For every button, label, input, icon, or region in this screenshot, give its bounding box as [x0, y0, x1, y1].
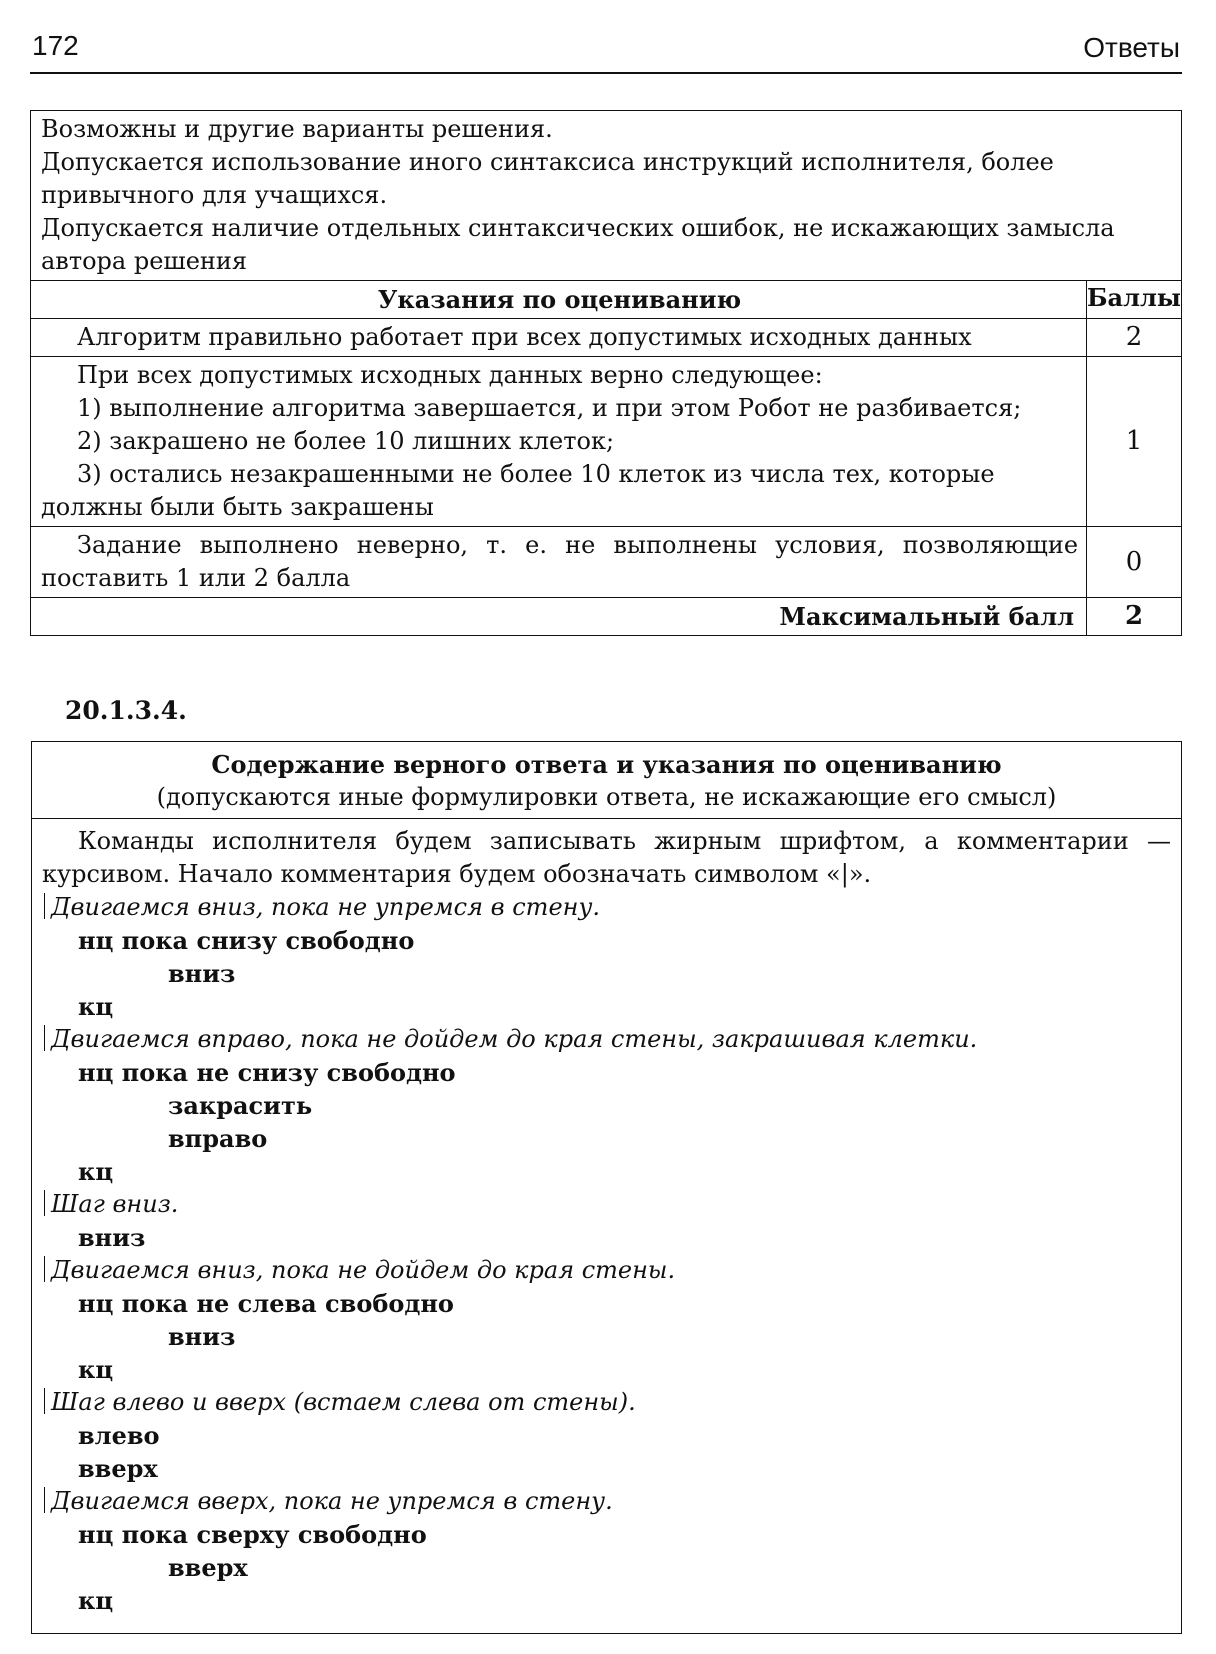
answer-header-title: Содержание верного ответа и указания по оцениванию: [211, 750, 1002, 779]
answer-header-row: [32, 742, 1182, 819]
criteria-line: При всех допустимых исходных данных верно следующее:: [77, 361, 823, 389]
code-line: нц пока не снизу свободно: [78, 1058, 456, 1087]
points-cell: 1: [1087, 357, 1182, 527]
code-line: вниз: [168, 959, 236, 988]
max-score-label: Максимальный балл: [31, 598, 1087, 636]
code-line: закрасить: [168, 1091, 313, 1120]
section-title: Ответы: [1083, 32, 1180, 63]
comment-line: [42, 1023, 1171, 1056]
code-line: кц: [78, 1586, 114, 1615]
comment-text: Шаг влево и вверх (встаем слева от стены).: [51, 1388, 636, 1416]
code-line: кц: [78, 992, 114, 1021]
comment-bar: [44, 1025, 45, 1051]
table-row: [31, 319, 1182, 357]
note-line: Допускается наличие отдельных синтаксических ошибок, не искажающих замысла автора решения: [41, 214, 1115, 275]
comment-line: [42, 1386, 1171, 1419]
comment-bar: [44, 1190, 45, 1216]
comment-text: Двигаемся вниз, пока не дойдем до края стены.: [51, 1256, 676, 1284]
criteria-line: 2) закрашено не более 10 лишних клеток;: [77, 427, 615, 455]
comment-text: Двигаемся вверх, пока не упремся в стену.: [51, 1487, 613, 1515]
code-line: кц: [78, 1157, 114, 1186]
comment-bar: [44, 1487, 45, 1513]
comment-bar: [44, 1388, 45, 1414]
code-line: вниз: [168, 1322, 236, 1351]
points-cell: 2: [1087, 319, 1182, 357]
criteria-cell: [31, 319, 1087, 357]
criteria-column-header: Указания по оцениванию: [31, 281, 1087, 319]
code-line: нц пока снизу свободно: [78, 926, 415, 955]
code-line: вправо: [168, 1124, 268, 1153]
answer-table: [31, 741, 1182, 1634]
comment-line: [42, 1254, 1171, 1287]
comment-line: [42, 1188, 1171, 1221]
table-row: [31, 527, 1182, 598]
answer-body-cell: [32, 819, 1182, 1634]
max-score-value: 2: [1087, 598, 1182, 636]
criteria-line: Алгоритм правильно работает при всех допустимых исходных данных: [77, 323, 972, 351]
comment-line: [42, 891, 1171, 924]
code-line: вверх: [78, 1454, 158, 1483]
code-line: вверх: [168, 1553, 248, 1582]
intro-paragraph: Команды исполнителя будем записывать жирным шрифтом, а комментарии — курсивом. Начало комментария будем обозначать символом «|».: [42, 827, 1171, 888]
code-line: влево: [78, 1421, 160, 1450]
criteria-cell: [31, 527, 1087, 598]
comment-text: Двигаемся вниз, пока не упремся в стену.: [51, 893, 600, 921]
notes-cell: [31, 111, 1182, 281]
criteria-cell: [31, 357, 1087, 527]
code-line: нц пока не слева свободно: [78, 1289, 454, 1318]
note-line: Возможны и другие варианты решения.: [41, 115, 553, 143]
max-row: [31, 598, 1182, 636]
comment-text: Шаг вниз.: [51, 1190, 179, 1218]
code-line: вниз: [78, 1223, 146, 1252]
answer-header-subtitle: (допускаются иные формулировки ответа, не искажающие его смысл): [156, 783, 1057, 811]
note-line: Допускается использование иного синтаксиса инструкций исполнителя, более привычного для учащихся.: [41, 148, 1054, 209]
code-line: нц пока сверху свободно: [78, 1520, 427, 1549]
comment-line: [42, 1485, 1171, 1518]
notes-row: [31, 111, 1182, 281]
comment-bar: [44, 1256, 45, 1282]
page-header: [30, 22, 1182, 74]
answer-header-cell: [32, 742, 1182, 819]
code-line: кц: [78, 1355, 114, 1384]
criteria-line: 1) выполнение алгоритма завершается, и при этом Робот не разбивается;: [77, 394, 1022, 422]
comment-text: Двигаемся вправо, пока не дойдем до края стены, закрашивая клетки.: [51, 1025, 978, 1053]
comment-bar: [44, 893, 45, 919]
points-column-header: Баллы: [1087, 281, 1182, 319]
page-number: 172: [32, 30, 79, 61]
points-cell: 0: [1087, 527, 1182, 598]
task-number: 20.1.3.4.: [65, 696, 187, 725]
grading-table: [30, 110, 1182, 636]
table-row: [31, 357, 1182, 527]
header-rule: [30, 72, 1182, 74]
header-row: [31, 281, 1182, 319]
criteria-line: 3) остались незакрашенными не более 10 клеток из числа тех, которые должны были быть закрашены: [41, 460, 995, 521]
answer-body-row: [32, 819, 1182, 1634]
criteria-line: Задание выполнено неверно, т. е. не выполнены условия, позволяющие поставить 1 или 2 балла: [41, 531, 1079, 592]
